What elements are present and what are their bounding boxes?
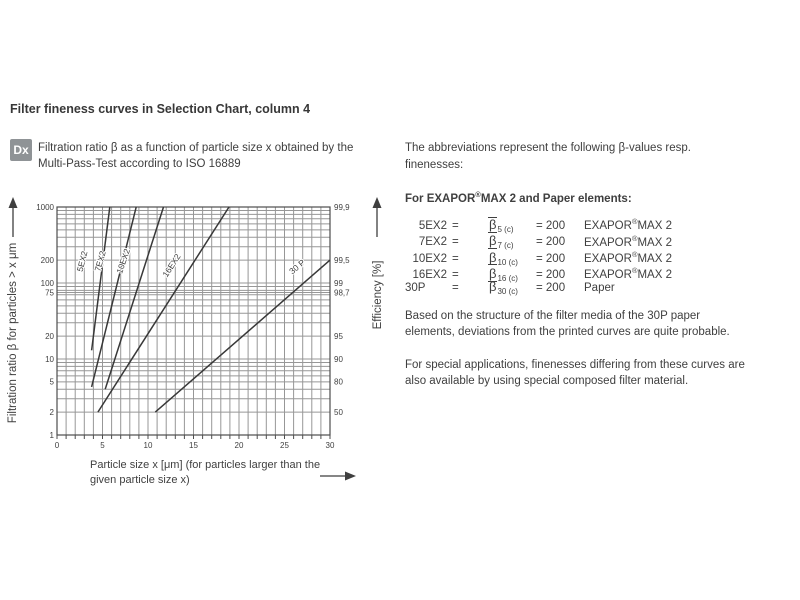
y-axis-arrow-up-left [7,197,19,237]
beta-value: = 200 [536,252,566,265]
beta-glyph: β [489,233,497,249]
beta-subscript: 7 (c) [497,241,514,251]
paper-deviation-note: Based on the structure of the filter media of the 30P paper elements, deviations from the printed curves are quite probable. [405,309,730,339]
x-axis-arrow-right [320,471,356,481]
y-tick-label-right: 90 [334,354,343,364]
fineness-chart [36,195,370,467]
beta-subscript: 30 (c) [497,286,518,296]
beta-table-row [405,214,747,235]
beta-value: = 200 [536,236,566,249]
x-tick-label: 15 [189,441,198,450]
curve-5EX2 [92,207,110,350]
y-tick-label-right: 50 [334,407,343,417]
beta-table-row [405,280,747,296]
fineness-chart-svg [36,195,370,467]
y-tick-label-left: 20 [45,331,54,341]
y-tick-label-right: 98,7 [334,288,350,298]
y-tick-label-left: 10 [45,354,54,364]
page-title: Filter fineness curves in Selection Chart, column 4 [10,102,311,116]
y-tick-label-left: 200 [40,255,54,265]
curve-label-5EX2: 5EX2 [74,249,90,273]
curve-label-16EX2: 16EX2 [160,251,183,279]
beta-subscript: 10 (c) [497,257,518,267]
element-name: EXAPOR®MAX 2 [584,249,672,265]
beta-value: = 200 [536,281,566,294]
y-axis-label-left: Filtration ratio β for particles > x μm [7,242,19,424]
beta-glyph: β [489,266,497,282]
equals-sign: = [452,236,459,249]
y-tick-label-left: 75 [45,288,54,298]
x-tick-label: 0 [54,441,60,450]
element-abbreviation: 7EX2 [418,236,447,249]
y-tick-label-right: 95 [334,331,343,341]
x-tick-label: 25 [280,441,289,450]
side-column [405,140,747,406]
element-name: Paper [584,281,615,294]
y-tick-label-left: 2 [49,407,54,417]
beta-glyph: β [489,249,497,265]
dx-badge: Dx [10,139,32,161]
beta-value: = 200 [536,220,566,233]
equals-sign: = [452,281,459,294]
element-abbreviation: 10EX2 [412,252,447,265]
y-axis-arrow-up-right [371,197,383,237]
equals-sign: = [452,220,459,233]
beta-glyph: β [489,278,497,294]
x-tick-label: 5 [100,441,105,450]
beta-subscript: 5 (c) [497,225,514,235]
y-tick-label-left: 1 [49,430,54,440]
y-tick-label-left: 1000 [36,202,54,212]
beta-values-table [405,214,747,295]
curve-label-30P: 30 P [287,257,307,277]
beta-subscript: 16 (c) [497,274,518,284]
beta-value: = 200 [536,269,566,282]
x-axis-caption: Particle size x [μm] (for particles larger than the given particle size x) [90,459,321,486]
element-abbreviation: 30P [405,281,426,294]
special-applications-note: For special applications, finenesses differing from these curves are also available by using special composed filter material. [405,358,745,388]
x-tick-label: 10 [143,441,153,450]
element-name: EXAPOR®MAX 2 [584,217,672,233]
dx-description: Filtration ratio β as a function of particle size x obtained by the Multi-Pass-Test according to ISO 16889 [38,142,354,170]
y-tick-label-right: 99 [334,278,343,288]
equals-sign: = [452,252,459,265]
element-abbreviation: 5EX2 [418,220,447,233]
element-name: EXAPOR®MAX 2 [584,266,672,282]
element-abbreviation: 16EX2 [412,269,447,282]
x-tick-label: 30 [325,441,335,450]
elements-header: For EXAPOR®MAX 2 and Paper elements: [405,190,632,205]
x-tick-label: 20 [234,441,244,450]
y-tick-label-right: 80 [334,377,343,387]
y-axis-label-right: Efficiency [%] [372,260,384,330]
y-tick-label-right: 99,5 [334,255,350,265]
y-tick-label-left: 5 [49,377,54,387]
equals-sign: = [452,269,459,282]
element-name: EXAPOR®MAX 2 [584,233,672,249]
abbreviations-intro: The abbreviations represent the following β-values resp. finenesses: [405,142,691,171]
curve-label-10EX2: 10EX2 [114,247,133,275]
y-tick-label-right: 99,9 [334,202,350,212]
curve-16EX2 [98,207,229,412]
y-tick-label-left: 100 [40,278,54,288]
beta-glyph: β [489,217,497,233]
curve-label-7EX2: 7EX2 [92,249,108,273]
